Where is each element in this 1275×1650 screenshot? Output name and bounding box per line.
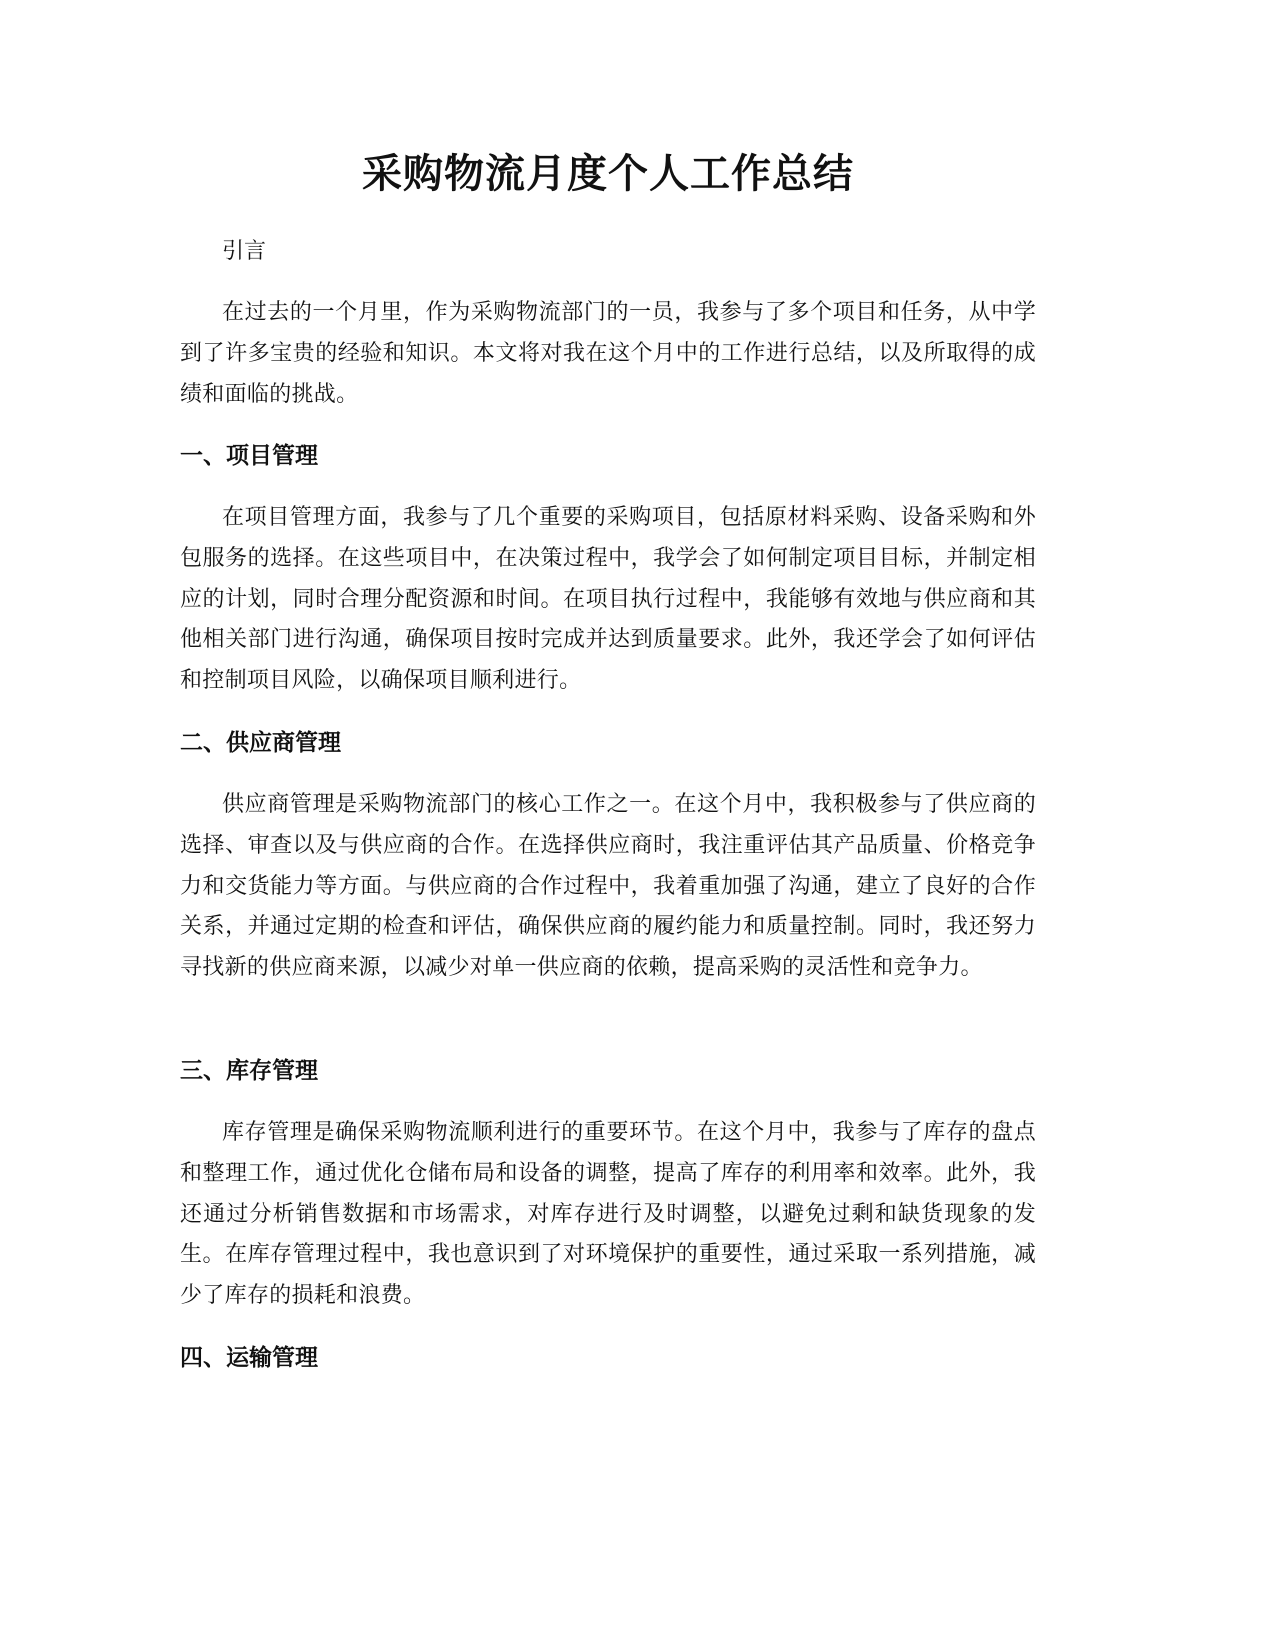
section-heading-transport-management: 四、运输管理 [180, 1345, 318, 1371]
section-paragraph-project-management: 在项目管理方面，我参与了几个重要的采购项目，包括原材料采购、设备采购和外包服务的选择。在这些项目中，在决策过程中，我学会了如何制定项目目标，并制定相应的计划，同时合理分配资源和时间。在项目执行过程中，我能够有效地与供应商和其他相关部门进行沟通，确保项目按时完成并达到质量要求。此外，我还学会了如何评估和控制项目风险，以确保项目顺利进行。 [180, 505, 1036, 694]
section-paragraph-supplier-management: 供应商管理是采购物流部门的核心工作之一。在这个月中，我积极参与了供应商的选择、审查以及与供应商的合作。在选择供应商时，我注重评估其产品质量、价格竞争力和交货能力等方面。与供应商的合作过程中，我着重加强了沟通，建立了良好的合作关系，并通过定期的检查和评估，确保供应商的履约能力和质量控制。同时，我还努力寻找新的供应商来源，以减少对单一供应商的依赖，提高采购的灵活性和竞争力。 [180, 792, 1036, 981]
intro-paragraph: 在过去的一个月里，作为采购物流部门的一员，我参与了多个项目和任务，从中学到了许多宝贵的经验和知识。本文将对我在这个月中的工作进行总结，以及所取得的成绩和面临的挑战。 [180, 300, 1036, 407]
section-heading-supplier-management: 二、供应商管理 [180, 730, 341, 756]
section-heading-inventory-management: 三、库存管理 [180, 1058, 318, 1084]
document-title: 采购物流月度个人工作总结 [362, 151, 854, 197]
section-heading-project-management: 一、项目管理 [180, 443, 318, 469]
intro-label: 引言 [222, 239, 267, 264]
section-paragraph-inventory-management: 库存管理是确保采购物流顺利进行的重要环节。在这个月中，我参与了库存的盘点和整理工作，通过优化仓储布局和设备的调整，提高了库存的利用率和效率。此外，我还通过分析销售数据和市场需求，对库存进行及时调整，以避免过剩和缺货现象的发生。在库存管理过程中，我也意识到了对环境保护的重要性，通过采取一系列措施，减少了库存的损耗和浪费。 [180, 1120, 1036, 1309]
